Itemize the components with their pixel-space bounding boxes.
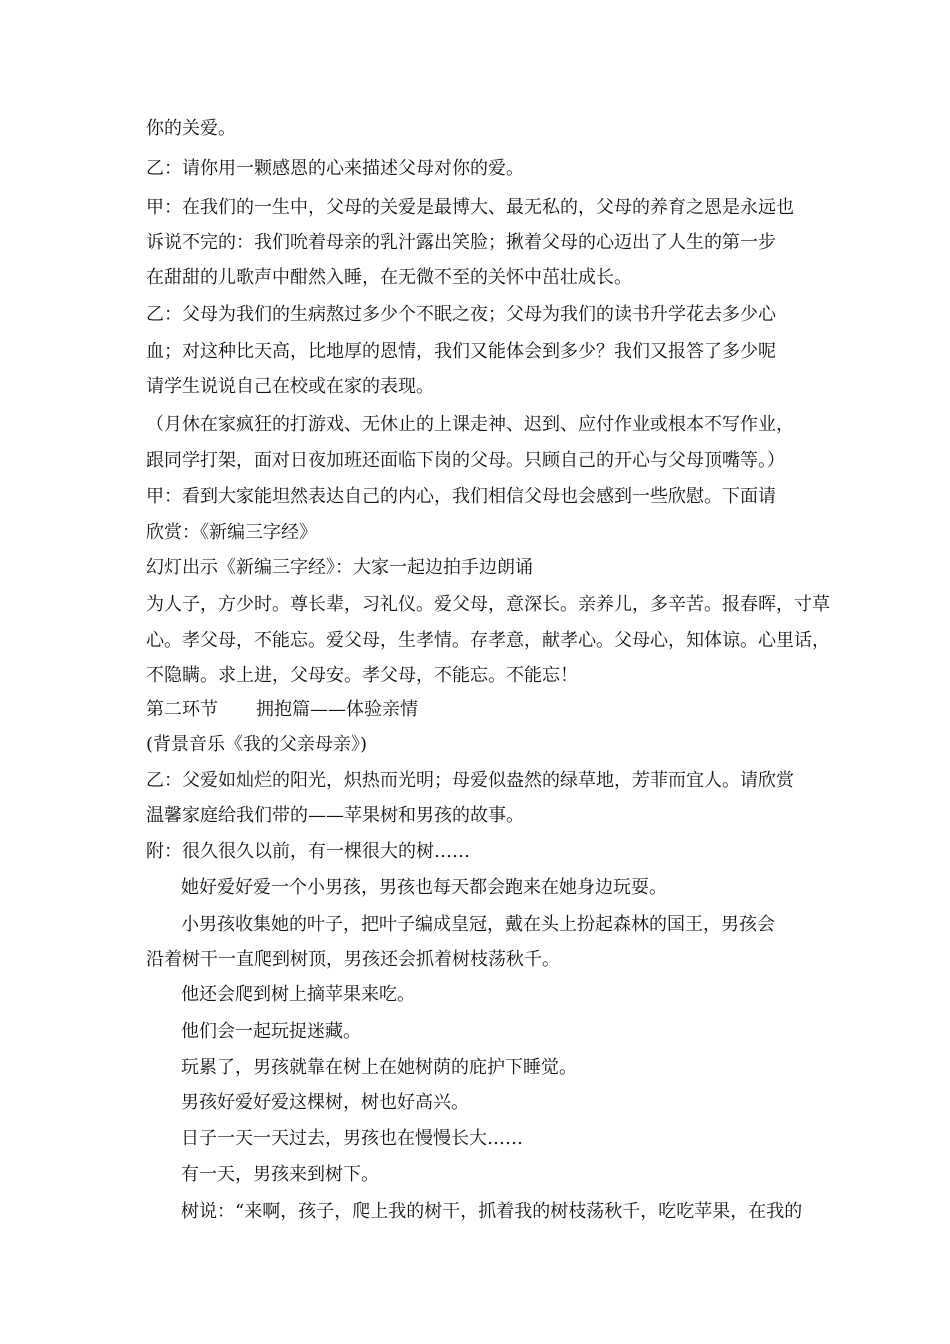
section-heading xyxy=(146,695,418,725)
text-line: 他还会爬到树上摘苹果来吃。 xyxy=(181,984,415,1005)
text-line: 跟同学打架，面对日夜加班还面临下岗的父母。只顾自己的开心与父母顶嘴等。） xyxy=(146,450,785,471)
text-line: 男孩好爱好爱这棵树，树也好高兴。 xyxy=(181,1092,469,1113)
text-line: 乙：父爱如灿烂的阳光，炽热而光明；母爱似盎然的绿草地，芳菲而宜人。请欣赏 xyxy=(146,770,794,791)
text-line: 在甜甜的儿歌声中酣然入睡，在无微不至的关怀中茁壮成长。 xyxy=(146,267,632,288)
text-line: (背景音乐《我的父亲母亲》) xyxy=(146,734,368,755)
text-line: 欣赏：《新编三字经》 xyxy=(146,522,317,543)
text-line: 有一天，男孩来到树下。 xyxy=(181,1164,379,1185)
text-line: 为人子，方少时。尊长辈，习礼仪。爱父母，意深长。亲养儿，多辛苦。报春晖，寸草 xyxy=(146,594,830,615)
text-line: 请学生说说自己在校或在家的表现。 xyxy=(146,376,434,397)
text-line: 温馨家庭给我们带的——苹果树和男孩的故事。 xyxy=(146,805,524,826)
text-line: 血；对这种比天高，比地厚的恩情，我们又能体会到多少？我们又报答了多少呢 xyxy=(146,341,776,362)
section-number: 第二环节 xyxy=(146,699,218,720)
text-line: 你的关爱。 xyxy=(146,118,236,139)
text-line: （月休在家疯狂的打游戏、无休止的上课走神、迟到、应付作业或根本不写作业， xyxy=(146,414,794,435)
text-line: 日子一天一天过去，男孩也在慢慢长大…… xyxy=(181,1128,523,1149)
text-line: 乙：父母为我们的生病熬过多少个不眠之夜；父母为我们的读书升学花去多少心 xyxy=(146,304,776,325)
text-line: 玩累了，男孩就靠在树上在她树荫的庇护下睡觉。 xyxy=(181,1057,577,1078)
text-line: 心。孝父母，不能忘。爱父母，生孝情。存孝意，献孝心。父母心，知体谅。心里话， xyxy=(146,630,830,651)
text-line: 幻灯出示《新编三字经》：大家一起边拍手边朗诵 xyxy=(146,557,533,578)
text-line: 附：很久很久以前，有一棵很大的树…… xyxy=(146,841,470,862)
section-title: 拥抱篇——体验亲情 xyxy=(256,699,418,720)
text-line: 树说：“来啊，孩子，爬上我的树干，抓着我的树枝荡秋千，吃吃苹果，在我的 xyxy=(181,1201,803,1222)
text-line: 乙：请你用一颗感恩的心来描述父母对你的爱。 xyxy=(146,158,524,179)
text-line: 诉说不完的：我们吮着母亲的乳汁露出笑脸；揪着父母的心迈出了人生的第一步 xyxy=(146,232,776,253)
text-line: 她好爱好爱一个小男孩，男孩也每天都会跑来在她身边玩耍。 xyxy=(181,877,667,898)
text-line: 甲：在我们的一生中，父母的关爱是最博大、最无私的，父母的养育之恩是永远也 xyxy=(146,197,794,218)
text-line: 不隐瞒。求上进，父母安。孝父母，不能忘。不能忘！ xyxy=(146,665,578,686)
text-line: 小男孩收集她的叶子，把叶子编成皇冠，戴在头上扮起森林的国王，男孩会 xyxy=(181,914,775,935)
text-line: 甲：看到大家能坦然表达自己的内心，我们相信父母也会感到一些欣慰。下面请 xyxy=(146,486,776,507)
text-line: 沿着树干一直爬到树顶，男孩还会抓着树枝荡秋千。 xyxy=(146,949,560,970)
text-line: 他们会一起玩捉迷藏。 xyxy=(181,1021,361,1042)
